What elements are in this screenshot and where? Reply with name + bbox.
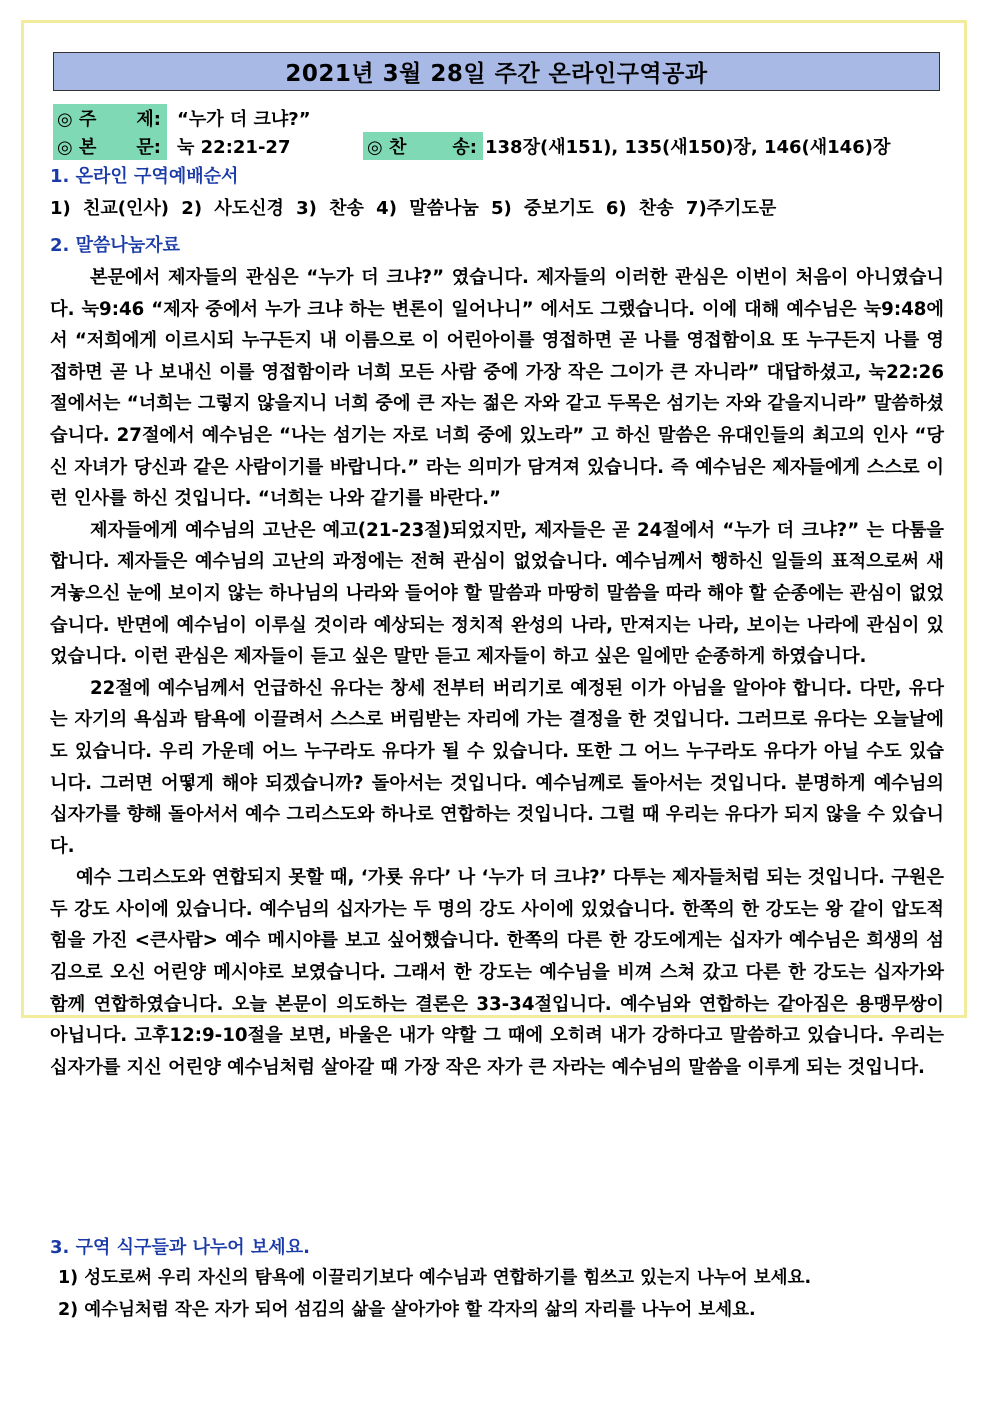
- theme-row: [53, 105, 311, 131]
- paragraph: 제자들에게 예수님의 고난은 예고(21-23절)되었지만, 제자들은 곧 24절에서 “누가 더 크냐?” 는 다툼을 합니다. 제자들은 예수님의 고난의 과정에는 전혀 관심이 없었습니다. 예수님께서 행하신 일들의 표적으로써 새겨놓으신 눈에 보이지 않는 하나님의 나라와 들어야 할 말씀과 마땅히 말씀을 따라 해야 할 순종에는 관심이 없었습니다. 반면에 예수님이 이루실 것이라 예상되는 정치적 완성의 나라, 만져지는 나라, 보이는 나라에 관심이 있었습니다. 이런 관심은 제자들이 듣고 싶은 말만 듣고 제자들이 하고 싶은 일에만 순종하게 하였습니다.: [50, 519, 944, 668]
- worship-order: 1) 친교(인사) 2) 사도신경 3) 찬송 4) 말씀나눔 5) 중보기도 6) 찬송 7)주기도문: [50, 198, 777, 219]
- discussion-question: 1) 성도로써 우리 자신의 탐욕에 이끌리기보다 예수님과 연합하기를 힘쓰고 있는지 나누어 보세요.: [58, 1268, 812, 1288]
- text-hymn-row: [53, 133, 890, 159]
- theme-label: ◎ 주 제:: [53, 104, 167, 132]
- page-title: 2021년 3월 28일 주간 온라인구역공과: [53, 52, 940, 91]
- paragraph: 본문에서 제자들의 관심은 “누가 더 크냐?” 였습니다. 제자들의 이러한 관심은 이번이 처음이 아니였습니다. 눅9:46 “제자 중에서 누가 크냐 하는 변론이 일어나니” 에서도 그랬습니다. 이에 대해 예수님은 눅9:48에서 “저희에게 이르시되 누구든지 내 이름으로 이 어린아이를 영접하면 곧 나를 영접함이요 또 누구든지 나를 영접하면 곧 나 보내신 이를 영접함이라 너희 모든 사람 중에 가장 작은 그이가 큰 자니라” 대답하셨고, 눅22:26절에서는 “너희는 그렇지 않을지니 너희 중에 큰 자는 젊은 자와 같고 두목은 섬기는 자와 같을지니라” 말씀하셨습니다. 27절에서 예수님은 “나는 섬기는 자로 너희 중에 있노라” 고 하신 말씀은 유대인들의 최고의 인사 “당신 자녀가 당신과 같은 사람이기를 바랍니다.” 라는 의미가 담겨져 있습니다. 즉 예수님은 제자들에게 스스로 이런 인사를 하신 것입니다. “너희는 나와 같기를 바란다.”: [50, 267, 944, 510]
- section3-heading: 3. 구역 식구들과 나누어 보세요.: [50, 1237, 310, 1258]
- hymn-label: ◎ 찬 송:: [363, 132, 483, 160]
- text-value: 눅 22:21-27: [177, 137, 291, 158]
- paragraph: 22절에 예수님께서 언급하신 유다는 창세 전부터 버리기로 예정된 이가 아님을 알아야 합니다. 다만, 유다는 자기의 욕심과 탐욕에 이끌려서 스스로 버림받는 자리에 가는 결정을 한 것입니다. 그러므로 유다는 오늘날에도 있습니다. 우리 가운데 어느 누구라도 유다가 될 수 있습니다. 또한 그 어느 누구라도 유다가 아닐 수도 있습니다. 그러면 어떻게 해야 되겠습니까? 돌아서는 것입니다. 예수님께로 돌아서는 것입니다. 분명하게 예수님의 십자가를 향해 돌아서서 예수 그리스도와 하나로 연합하는 것입니다. 그럴 때 우리는 유다가 되지 않을 수 있습니다.: [50, 677, 944, 857]
- section2-heading: 2. 말씀나눔자료: [50, 235, 180, 256]
- discussion-question: 2) 예수님처럼 작은 자가 되어 섬김의 삶을 살아가야 할 각자의 삶의 자리를 나누어 보세요.: [58, 1300, 756, 1320]
- sermon-text: [50, 262, 944, 1083]
- section1-heading: 1. 온라인 구역예배순서: [50, 166, 239, 187]
- hymn-value: 138장(새151), 135(새150)장, 146(새146)장: [485, 137, 891, 158]
- text-label: ◎ 본 문:: [53, 132, 167, 160]
- theme-value: “누가 더 크냐?”: [177, 109, 311, 130]
- paragraph: 예수 그리스도와 연합되지 못할 때, ‘가룟 유다’ 나 ‘누가 더 크냐?’ 다투는 제자들처럼 되는 것입니다. 구원은 두 강도 사이에 있습니다. 예수님의 십자가는 두 명의 강도 사이에 있었습니다. 한쪽의 한 강도는 왕 같이 압도적 힘을 가진 <큰사람> 예수 메시야를 보고 싶어했습니다. 한쪽의 다른 한 강도에게는 십자가 예수님은 희생의 섬김으로 오신 어린양 메시야로 보였습니다. 그래서 한 강도는 예수님을 비껴 스쳐 갔고 다른 한 강도는 십자가와 함께 연합하였습니다. 오늘 본문이 의도하는 결론은 33-34절입니다. 예수님와 연합하는 같아짐은 용맹무쌍이 아닙니다. 고후12:9-10절을 보면, 바울은 내가 약할 그 때에 오히려 내가 강하다고 말씀하고 있습니다. 우리는 십자가를 지신 어린양 예수님처럼 살아갈 때 가장 작은 자가 큰 자라는 예수님의 말씀을 이루게 되는 것입니다.: [50, 867, 944, 1078]
